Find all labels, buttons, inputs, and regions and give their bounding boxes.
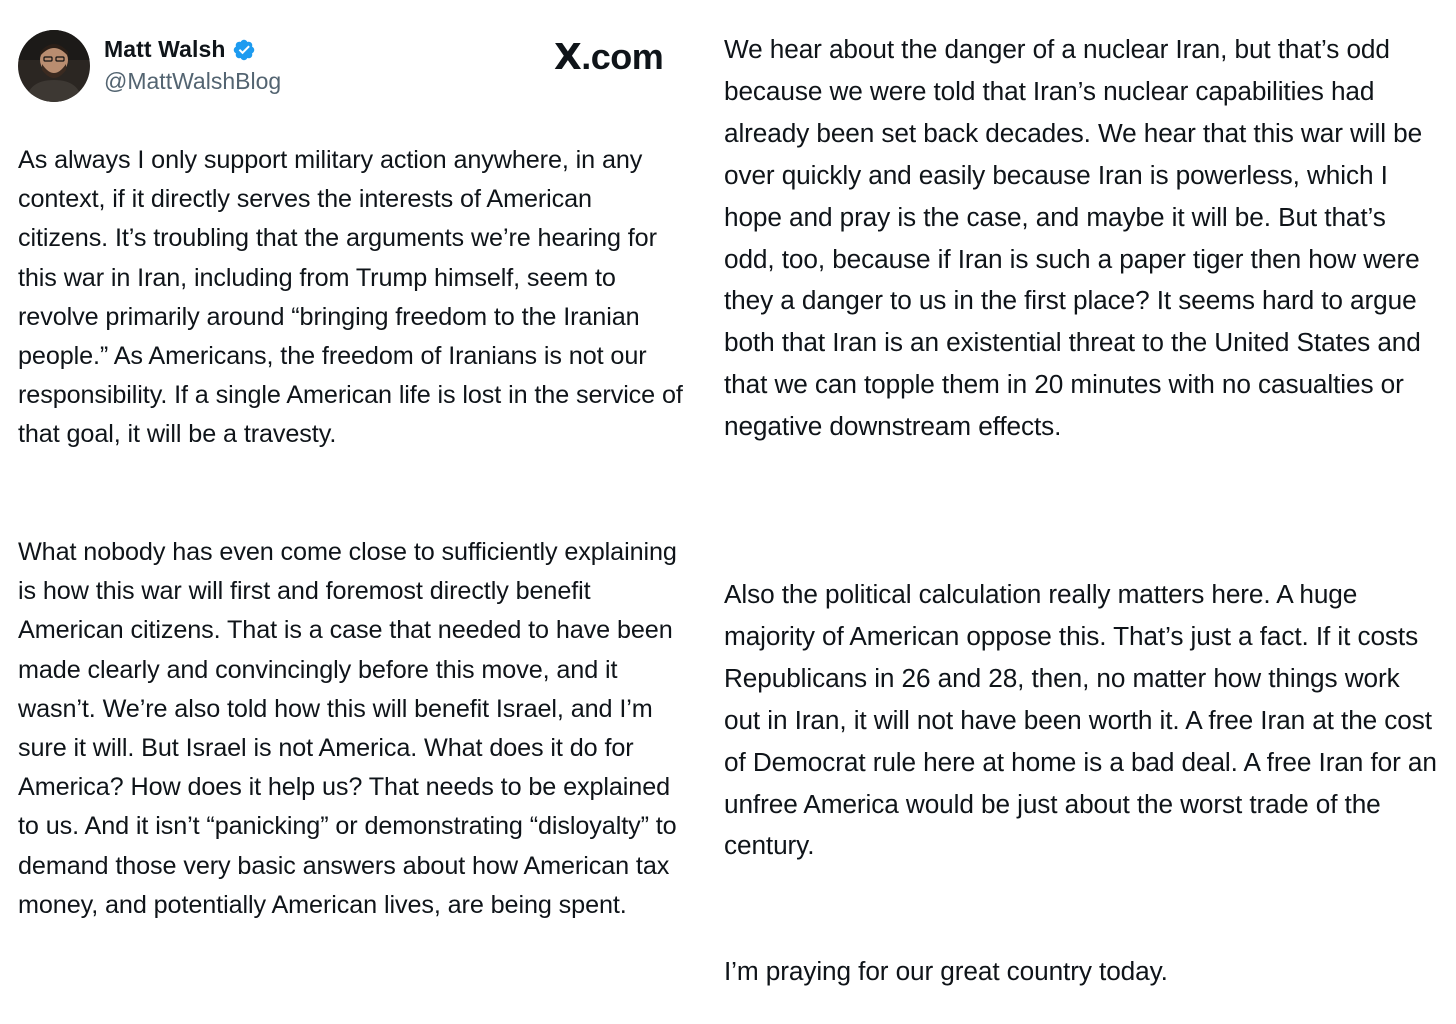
- post-paragraph-5: I’m praying for our great country today.: [724, 956, 1168, 986]
- post-paragraph-3: We hear about the danger of a nuclear Iran, but that’s odd because we were told that Iran’s nuclear capabilities had already been set back decades. We hear that this war will be over quickly and easily because Iran is powerless, which I hope and pray is the case, and maybe it will be. But that’s odd, too, because if Iran is such a paper tiger then how were they a danger to us in the first place? It seems hard to argue both that Iran is an existential threat to the United States and that we can topple them in 20 minutes with no casualties or negative downstream effects.: [724, 34, 1423, 442]
- post-column-left: [18, 0, 698, 1024]
- x-logo-icon: X: [554, 37, 582, 78]
- avatar[interactable]: [18, 30, 90, 102]
- post-paragraph: [724, 951, 1442, 993]
- brand-logo: [554, 36, 663, 78]
- post-column-right: [724, 0, 1446, 1024]
- post-paragraph-1: As always I only support military action anywhere, in any context, if it directly serves the interests of American citizens. It’s troubling that the arguments we’re hearing for this war in Iran, including from Trump himself, seem to revolve primarily around “bringing freedom to the Iranian people.” As Americans, the freedom of Iranians is not our responsibility. If a single American life is lost in the service of that goal, it will be a travesty.: [18, 146, 683, 449]
- verified-badge-icon: [232, 38, 256, 62]
- post-paragraph: [18, 141, 688, 455]
- post-paragraph: [18, 533, 688, 925]
- post-header: [18, 30, 698, 104]
- post-paragraph: [724, 574, 1442, 867]
- author-display-name[interactable]: Matt Walsh: [104, 36, 226, 62]
- post-paragraph-2: What nobody has even come close to sufficiently explaining is how this war will first and foremost directly benefit American citizens. That is a case that needed to have been made clearly and convincingly before this move, and it wasn’t. We’re also told how this will benefit Israel, and I’m sure it will. But Israel is not America. What does it do for America? How does it help us? That needs to be explained to us. And it isn’t “panicking” or demonstrating “disloyalty” to demand those very basic answers about how American tax money, and potentially American lives, are being spent.: [18, 538, 677, 919]
- post-paragraph-4: Also the political calculation really matters here. A huge majority of American oppose this. That’s just a fact. If it costs Republicans in 26 and 28, then, no matter how things work out in Iran, it will not have been worth it. A free Iran at the cost of Democrat rule here at home is a bad deal. A free Iran for an unfree America would be just about the worst trade of the century.: [724, 579, 1437, 861]
- author-name-row: [104, 36, 256, 63]
- brand-logo-suffix: .com: [581, 36, 664, 77]
- author-handle[interactable]: @MattWalshBlog: [104, 68, 282, 94]
- post-paragraph: [724, 29, 1442, 448]
